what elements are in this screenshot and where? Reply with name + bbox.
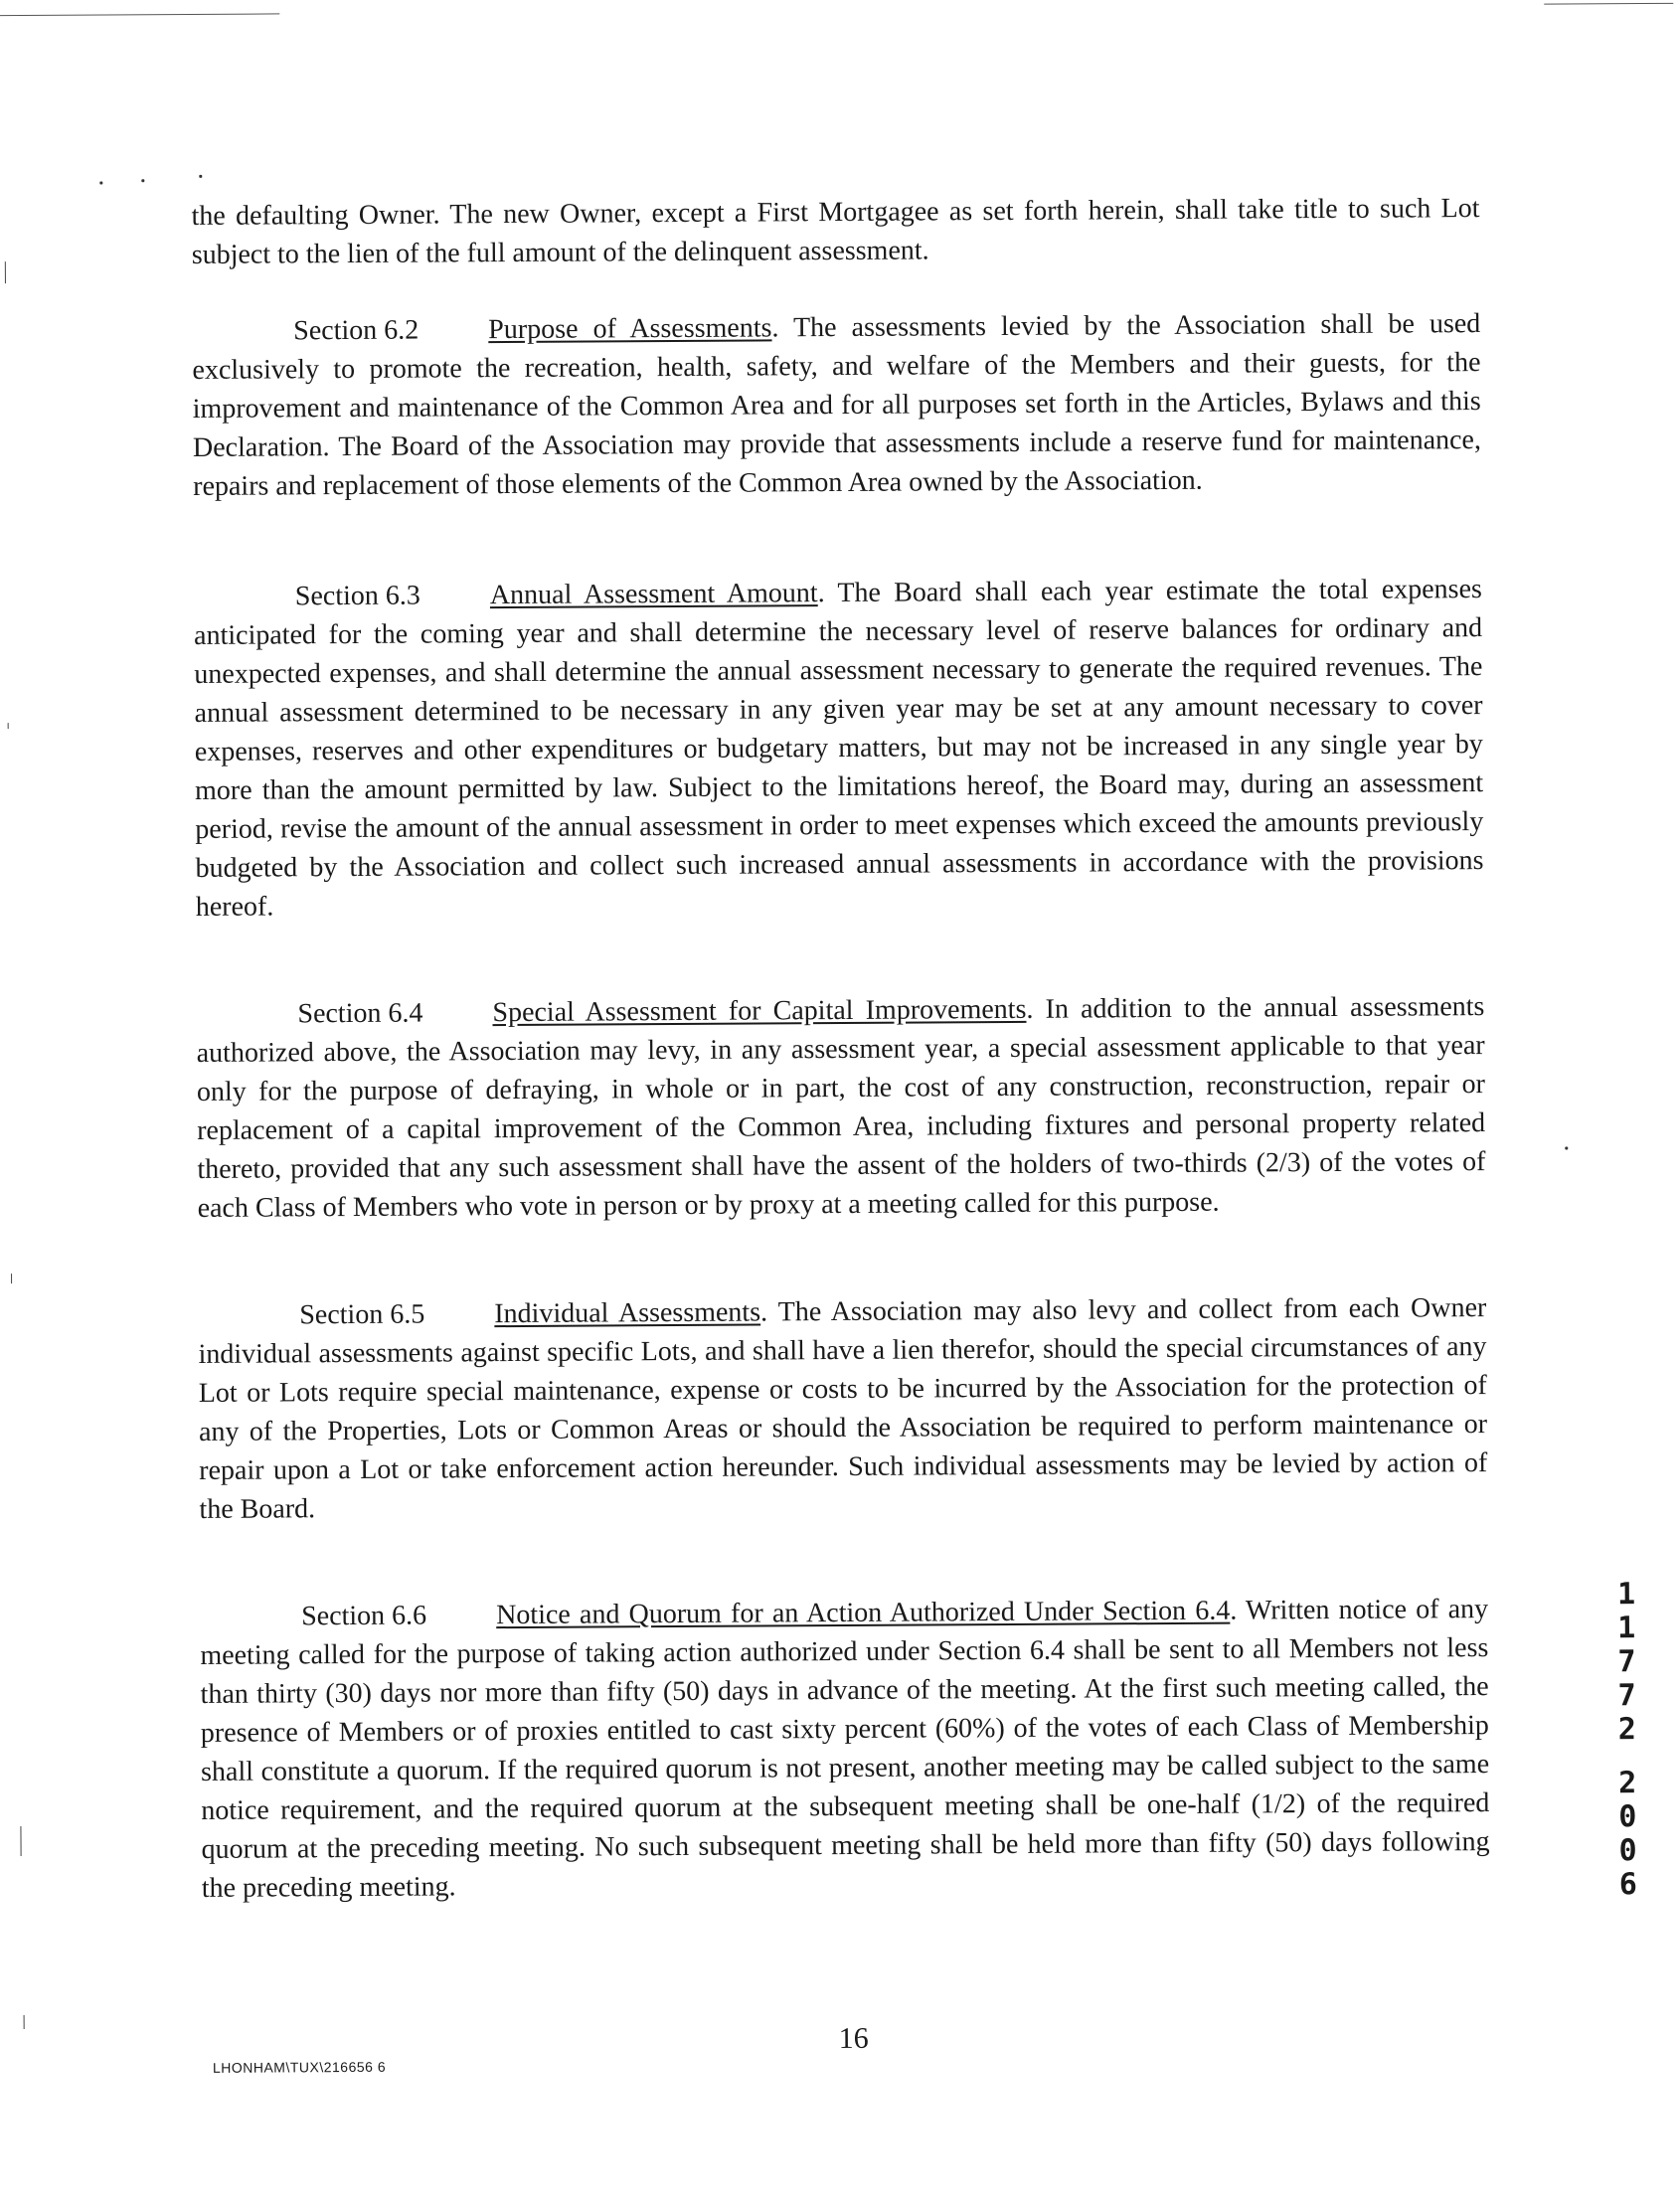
scan-artifact-dot: [1565, 1147, 1568, 1150]
stamp-digit: 0: [1618, 1799, 1637, 1835]
section-number: Section 6.4: [297, 997, 423, 1030]
section-text: . Written notice of any meeting called for the purpose of taking action authorized under Section 6.4 shall be sent to all Members not less than thirty (30) days nor more than fifty (50) days in advance of the meeting. At the first such meeting called, the presence of Members or of proxies entitled to cast sixty percent (60%) of the votes of each Class of Membership shall constitute a quorum. If the required quorum is not present, another meeting may be called subject to the same notice requirement, and the required quorum at the subsequent meeting shall be one-half (1/2) of the required quorum at the preceding meeting. No such subsequent meeting shall be held more than fifty (50) days following the preceding meeting.: [200, 1594, 1490, 1904]
stamp-digit: 7: [1617, 1678, 1636, 1714]
section-number: Section 6.3: [294, 580, 420, 612]
scan-artifact-tick: [5, 261, 6, 283]
recording-stamp-upper: [1611, 1578, 1642, 1747]
scan-artifact-tick: [8, 723, 9, 729]
section-title: Annual Assessment Amount: [489, 578, 818, 611]
stamp-digit: 0: [1618, 1833, 1637, 1869]
section-number: Section 6.2: [293, 314, 420, 347]
stamp-digit: 2: [1617, 1712, 1637, 1748]
stamp-digit: 1: [1617, 1611, 1636, 1646]
stamp-digit: 7: [1617, 1644, 1636, 1680]
scan-artifact-tick: [20, 1826, 21, 1856]
section-6-4-paragraph: [196, 987, 1485, 1228]
section-6-3-paragraph: [194, 570, 1484, 927]
scan-artifact-tick: [24, 2015, 25, 2029]
section-6-6-paragraph: [200, 1590, 1490, 1908]
document-body: [190, 0, 1490, 1904]
scan-artifact-dot: [199, 175, 202, 178]
scan-artifact-top-left-rule: [0, 13, 279, 16]
section-6-5-paragraph: [198, 1288, 1487, 1529]
stamp-digit: 2: [1618, 1766, 1637, 1801]
recording-stamp-lower: [1612, 1767, 1643, 1902]
scan-artifact-dot: [99, 182, 102, 185]
scan-artifact-tick: [11, 1274, 12, 1283]
page-number: 16: [838, 2021, 869, 2056]
section-number: Section 6.5: [299, 1298, 425, 1331]
section-title: Notice and Quorum for an Action Authorized Under Section 6.4: [496, 1595, 1231, 1631]
stamp-digit: 1: [1616, 1577, 1636, 1613]
section-text: . The Association may also levy and collect from each Owner individual assessments against specific Lots, and shall have a lien therefor, should the special circumstances of any Lot or Lots require special maintenance, expense or costs to be incurred by the Association for the protection of any of the Properties, Lots or Common Areas or should the Association be required to perform maintenance or repair upon a Lot or take enforcement action hereunder. Such individual assessments may be levied by action of the Board.: [198, 1292, 1488, 1525]
section-number: Section 6.6: [301, 1600, 427, 1632]
section-title: Individual Assessments: [494, 1296, 761, 1330]
section-text: . The Board shall each year estimate the total expenses anticipated for the coming year and shall determine the necessary level of reserve balances for ordinary and unexpected expenses, and shall determine the annual assessment necessary to generate the required revenues. The annual assessment determined to be necessary in any given year may be set at any amount necessary to cover expenses, reserves and other expenditures or budgetary matters, but may not be increased in any single year by more than the amount permitted by law. Subject to the limitations hereof, the Board may, during an assessment period, revise the amount of the annual assessment in order to meet expenses which exceed the amounts previously budgeted by the Association and collect such increased annual assessments in accordance with the provisions hereof.: [194, 574, 1484, 923]
scan-artifact-dot: [141, 179, 144, 182]
stamp-digits: [1612, 1767, 1643, 1902]
scan-artifact-top-right-rule: [1544, 3, 1673, 5]
section-title: Special Assessment for Capital Improvements: [492, 993, 1027, 1029]
section-title: Purpose of Assessments: [488, 312, 772, 346]
section-text: . In addition to the annual assessments authorized above, the Association may levy, in any assessment year, a special assessment applicable to that year only for the purpose of defraying, in whole or in part, the cost of any construction, reconstruction, repair or replacement of a capital improvement of the Common Area, including fixtures and personal property related thereto, provided that any such assessment shall have the assent of the holders of two-thirds (2/3) of the votes of each Class of Members who vote in person or by proxy at a meeting called for this purpose.: [196, 991, 1486, 1224]
section-text: . The assessments levied by the Association shall be used exclusively to promote the recreation, health, safety, and welfare of the Members and their guests, for the improvement and maintenance of the Common Area and for all purposes set forth in the Articles, Bylaws and this Declaration. The Board of the Association may provide that assessments include a reserve fund for maintenance, repairs and replacement of those elements of the Common Area owned by the Association.: [192, 308, 1482, 502]
stamp-digits: [1611, 1578, 1642, 1747]
stamp-digit: 6: [1618, 1867, 1637, 1903]
document-code: LHONHAM\TUX\216656 6: [212, 2058, 387, 2076]
section-6-2-paragraph: [192, 304, 1481, 506]
continuation-paragraph: the defaulting Owner. The new Owner, except a First Mortgagee as set forth herein, shall take title to such Lot subject to the lien of the full amount of the delinquent assessment.: [191, 193, 1480, 270]
